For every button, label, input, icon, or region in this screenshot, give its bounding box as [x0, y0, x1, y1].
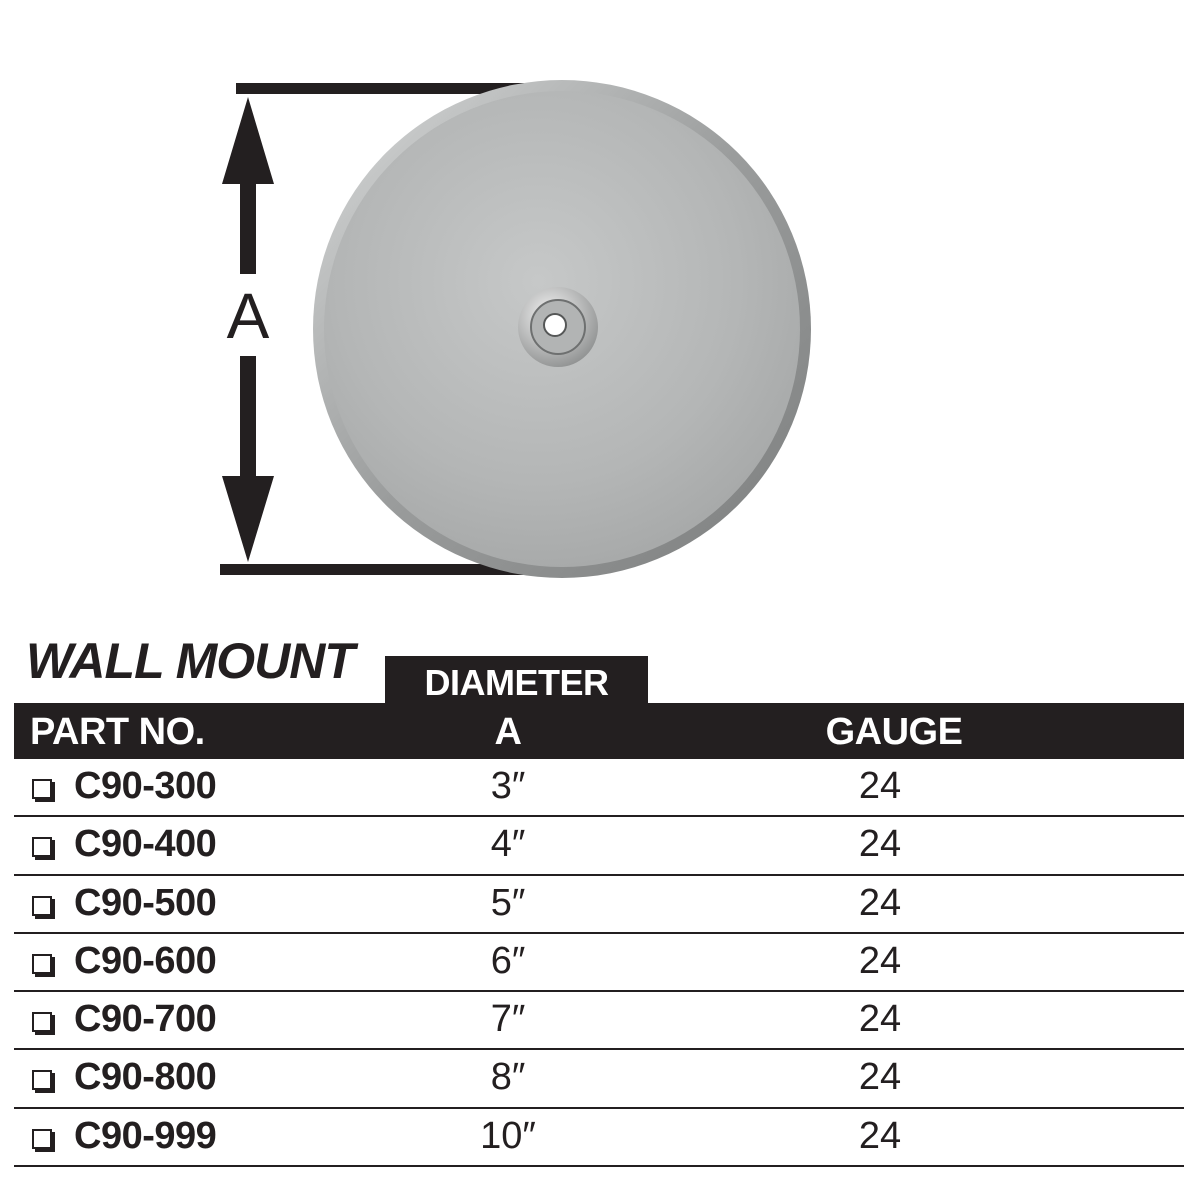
parts-table [14, 759, 1184, 1167]
up-arrow [222, 97, 274, 274]
diameter-column-group-header: DIAMETER [385, 656, 648, 704]
diameter-value: 10″ [480, 1114, 536, 1157]
table-row [14, 1109, 1184, 1167]
gauge-value: 24 [858, 881, 902, 924]
checkbox[interactable] [32, 1012, 52, 1032]
checkbox[interactable] [32, 896, 52, 916]
part-no-header: PART NO. [30, 711, 205, 753]
checkbox[interactable] [32, 837, 52, 857]
dimension-label: A [226, 280, 270, 352]
diameter-value: 4″ [490, 823, 526, 866]
checkbox[interactable] [32, 1070, 52, 1090]
diameter-value: 5″ [490, 881, 526, 924]
gauge-value: 24 [858, 823, 902, 866]
gauge-value: 24 [858, 765, 902, 807]
table-row [14, 876, 1184, 934]
table-row [14, 759, 1184, 817]
part-number: C90-300 [74, 765, 217, 807]
section-title: WALL MOUNT [26, 633, 354, 689]
part-number: C90-800 [74, 1056, 217, 1099]
diameter-value: 3″ [490, 765, 526, 807]
part-number: C90-700 [74, 998, 217, 1041]
down-arrow [222, 356, 274, 562]
gauge-value: 24 [858, 998, 902, 1041]
table-row [14, 992, 1184, 1050]
checkbox[interactable] [32, 954, 52, 974]
cover-plate [313, 80, 811, 578]
diameter-value: 6″ [490, 939, 526, 982]
checkbox[interactable] [32, 1129, 52, 1149]
gauge-header: GAUGE [825, 711, 963, 753]
table-row [14, 1050, 1184, 1108]
table-row [14, 817, 1184, 875]
table-header [14, 703, 1184, 759]
table-row [14, 934, 1184, 992]
gauge-value: 24 [858, 939, 902, 982]
part-number: C90-600 [74, 939, 217, 982]
part-number: C90-400 [74, 823, 217, 866]
diameter-value: 8″ [490, 1056, 526, 1099]
checkbox[interactable] [32, 779, 52, 799]
diameter-a-header: A [494, 711, 522, 753]
gauge-value: 24 [858, 1056, 902, 1099]
diameter-value: 7″ [490, 998, 526, 1041]
mounting-hole [544, 314, 566, 336]
gauge-value: 24 [858, 1114, 902, 1157]
part-number: C90-999 [74, 1114, 217, 1157]
part-number: C90-500 [74, 881, 217, 924]
